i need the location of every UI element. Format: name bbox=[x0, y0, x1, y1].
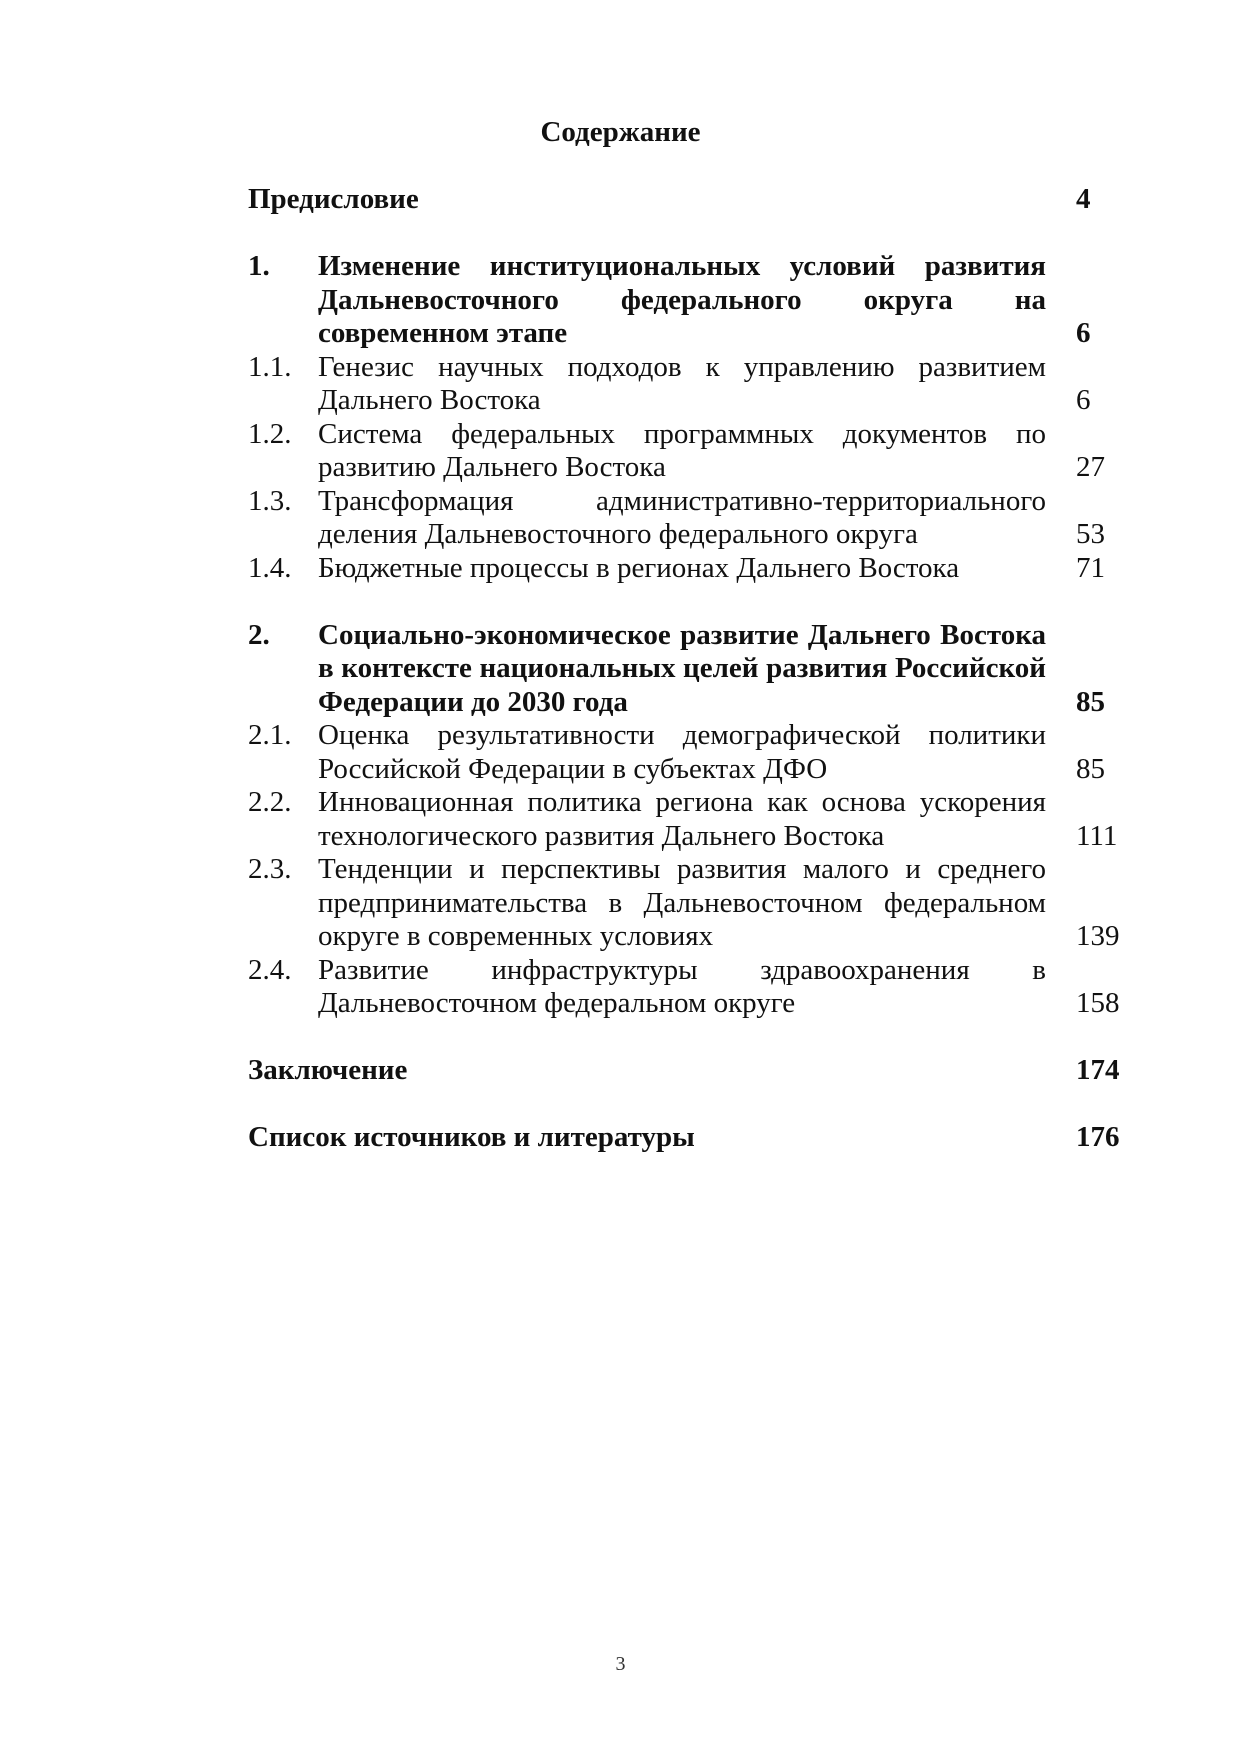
toc-entry-section-2-4[interactable] bbox=[248, 954, 1128, 1021]
toc-entry-preface[interactable] bbox=[248, 183, 1128, 217]
toc-entry-page: 27 bbox=[1076, 451, 1105, 483]
toc-entry-text: Заключение bbox=[248, 1054, 408, 1086]
toc-entry-text: Система федеральных программных документов по развитию Дальнего Востока bbox=[318, 417, 1046, 483]
toc-entry-text: Инновационная политика региона как основа ускорения технологического развития Дальнего Востока bbox=[318, 786, 1046, 852]
toc-entry-page: 4 bbox=[1076, 183, 1091, 215]
toc-entry-page: 111 bbox=[1076, 819, 1118, 852]
toc-entry-number: 1. bbox=[248, 250, 270, 282]
toc-entry-text: Бюджетные процессы в регионах Дальнего Востока bbox=[318, 551, 960, 584]
toc-entry-text: Предисловие bbox=[248, 183, 419, 215]
toc-entry-page: 176 bbox=[1076, 1121, 1120, 1153]
toc-entry-section-1-3[interactable] bbox=[248, 485, 1128, 552]
table-of-contents bbox=[248, 183, 1128, 1155]
toc-entry-page: 6 bbox=[1076, 384, 1091, 416]
toc-entry-page: 85 bbox=[1076, 752, 1105, 785]
toc-entry-conclusion[interactable] bbox=[248, 1054, 1128, 1088]
toc-entry-chapter-2[interactable] bbox=[248, 619, 1128, 720]
toc-entry-section-1-1[interactable] bbox=[248, 351, 1128, 418]
toc-entry-page: 53 bbox=[1076, 518, 1105, 550]
toc-entry-section-2-3[interactable] bbox=[248, 853, 1128, 954]
toc-entry-section-1-2[interactable] bbox=[248, 418, 1128, 485]
toc-entry-number: 2.3. bbox=[248, 853, 292, 885]
page-number: 3 bbox=[615, 1653, 626, 1675]
toc-entry-text: Изменение институциональных условий развития Дальневосточного федерального округа на современном этапе bbox=[318, 250, 1046, 349]
toc-entry-number: 1.3. bbox=[248, 484, 292, 517]
toc-entry-text: Трансформация административно-территориального деления Дальневосточного федерального округа bbox=[318, 484, 1046, 550]
toc-entry-text: Тенденции и перспективы развития малого и среднего предпринимательства в Дальневосточном федеральном округе в современных условиях bbox=[318, 853, 1046, 952]
toc-entry-section-2-1[interactable] bbox=[248, 719, 1128, 786]
toc-entry-number: 1.2. bbox=[248, 417, 292, 450]
toc-entry-number: 2.2. bbox=[248, 786, 292, 818]
toc-entry-number: 2.1. bbox=[248, 719, 292, 751]
toc-entry-text: Оценка результативности демографической политики Российской Федерации в субъектах ДФО bbox=[318, 719, 1046, 785]
toc-entry-page: 85 bbox=[1076, 685, 1105, 718]
toc-entry-chapter-1[interactable] bbox=[248, 250, 1128, 351]
toc-entry-number: 2. bbox=[248, 618, 270, 651]
toc-entry-text: Список источников и литературы bbox=[248, 1121, 695, 1153]
toc-entry-page: 71 bbox=[1076, 551, 1105, 584]
toc-entry-number: 1.1. bbox=[248, 350, 292, 383]
toc-entry-references[interactable] bbox=[248, 1121, 1128, 1155]
toc-entry-number: 1.4. bbox=[248, 551, 292, 584]
toc-entry-section-2-2[interactable] bbox=[248, 786, 1128, 853]
toc-entry-page: 6 bbox=[1076, 317, 1091, 349]
toc-entry-page: 139 bbox=[1076, 920, 1120, 952]
toc-entry-text: Генезис научных подходов к управлению развитием Дальнего Востока bbox=[318, 350, 1046, 416]
toc-entry-page: 174 bbox=[1076, 1054, 1120, 1086]
toc-entry-number: 2.4. bbox=[248, 953, 292, 986]
toc-entry-text: Развитие инфраструктуры здравоохранения в Дальневосточном федеральном округе bbox=[318, 953, 1046, 1019]
toc-entry-section-1-4[interactable] bbox=[248, 552, 1128, 586]
toc-title: Содержание bbox=[540, 116, 701, 148]
toc-entry-page: 158 bbox=[1076, 987, 1120, 1019]
toc-entry-text: Социально-экономическое развитие Дальнего Востока в контексте национальных целей развития Российской Федерации до 2030 года bbox=[318, 618, 1046, 718]
